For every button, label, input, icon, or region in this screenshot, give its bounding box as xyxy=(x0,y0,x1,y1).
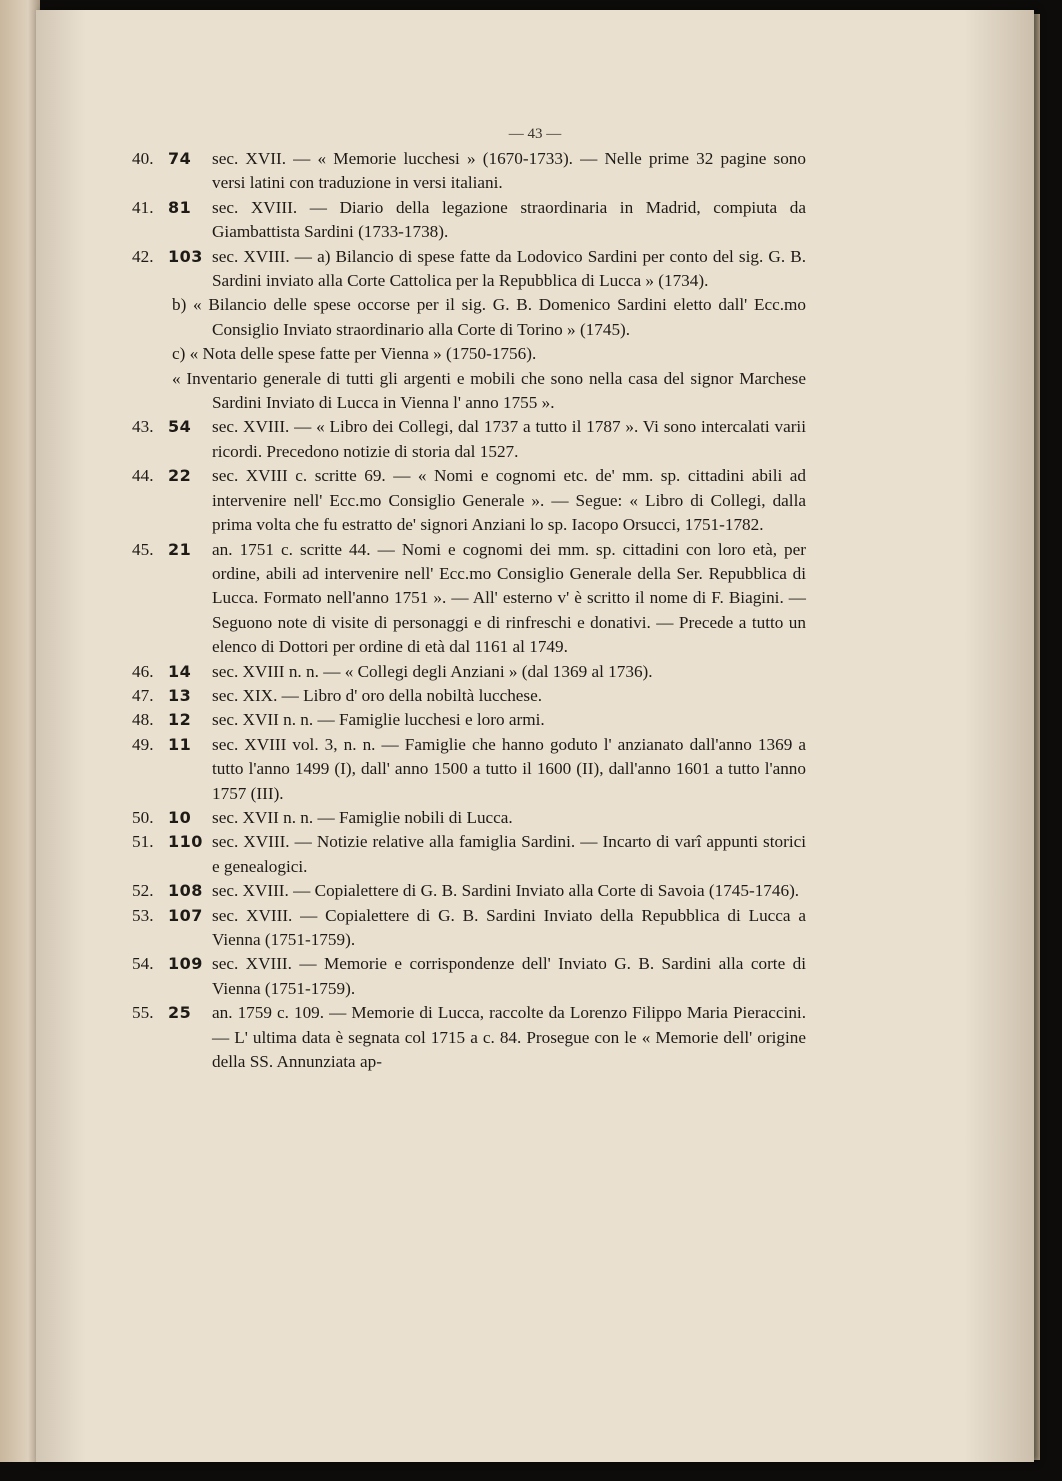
entry-text: sec. XVII n. n. — Famiglie nobili di Lucca. xyxy=(212,807,513,827)
entry-code: 110 xyxy=(168,832,203,852)
entry-51 xyxy=(132,830,806,879)
entry-47 xyxy=(132,684,806,708)
entry-53 xyxy=(132,904,806,953)
entry-43 xyxy=(132,415,806,464)
entry-text: an. 1751 c. scritte 44. — Nomi e cognomi dei mm. sp. cittadini con loro età, per ordine, abili ad intervenire nell' Ecc.mo Consiglio Generale della Ser. Repubblica di Lucca. Formato nell'anno 1751 ». — All' esterno v' è scritto il nome di F. Biagini. — Seguono note di visite di personaggi e di rinfreschi e donativi. — Precede a tutto un elenco di Dottori per ordine di età dal 1161 al 1749. xyxy=(212,539,806,657)
entry-number: 45. xyxy=(132,539,154,559)
entry-text: sec. XVIII. — Copialettere di G. B. Sardini Inviato alla Corte di Savoia (1745-1746). xyxy=(212,881,800,901)
entry-code: 107 xyxy=(168,905,203,925)
entry-code: 54 xyxy=(168,417,192,437)
entry-text: an. 1759 c. 109. — Memorie di Lucca, raccolte da Lorenzo Filippo Maria Pieraccini. — L' ultima data è segnata col 1715 a c. 84. Prosegue con le « Memorie dell' origine della SS. Annunziata ap- xyxy=(212,1003,806,1072)
entry-42-c: c) « Nota delle spese fatte per Vienna » (1750-1756). xyxy=(172,344,537,364)
entry-code: 109 xyxy=(168,954,203,974)
entry-number: 50. xyxy=(132,807,154,827)
catalog-entries xyxy=(132,147,806,1074)
entry-number: 43. xyxy=(132,417,154,437)
entry-number: 44. xyxy=(132,466,154,486)
entry-42 xyxy=(132,245,806,294)
entry-50 xyxy=(132,806,806,830)
entry-41 xyxy=(132,196,806,245)
entry-text: sec. XVII n. n. — Famiglie lucchesi e loro armi. xyxy=(212,710,545,730)
entry-42-b: b) « Bilancio delle spese occorse per il sig. G. B. Domenico Sardini eletto dall' Ecc.mo Consiglio Inviato straordinario alla Corte di Torino » (1745). xyxy=(172,295,806,339)
entry-number: 51. xyxy=(132,832,154,852)
entry-text: sec. XVIII. — Diario della legazione straordinaria in Madrid, compiuta da Giambattista Sardini (1733-1738). xyxy=(212,197,806,242)
entry-code: 12 xyxy=(168,710,192,730)
entry-number: 42. xyxy=(132,246,154,266)
entry-code: 13 xyxy=(168,685,192,705)
entry-code: 103 xyxy=(168,246,203,266)
facing-page-edge xyxy=(0,0,40,1462)
entry-text: sec. XVIII. — Memorie e corrispondenze dell' Inviato G. B. Sardini alla corte di Vienna (1751-1759). xyxy=(212,954,806,998)
entry-46 xyxy=(132,660,806,684)
entry-code: 21 xyxy=(168,539,192,559)
page-number: — 43 — xyxy=(508,126,562,142)
entry-text: sec. XVIII n. n. — « Collegi degli Anziani » (dal 1369 al 1736). xyxy=(212,661,653,681)
entry-text: sec. XVIII. — a) Bilancio di spese fatte da Lodovico Sardini per conto del sig. G. B. Sardini inviato alla Corte Cattolica per la Repubblica di Lucca » (1734). xyxy=(212,246,806,291)
entry-44 xyxy=(132,464,806,537)
entry-42-inventory: « Inventario generale di tutti gli argenti e mobili che sono nella casa del signor Marchese Sardini Inviato di Lucca in Vienna l' anno 1755 ». xyxy=(172,368,806,413)
entry-number: 41. xyxy=(132,197,154,217)
entry-number: 48. xyxy=(132,710,154,730)
entry-52 xyxy=(132,879,806,903)
entry-number: 47. xyxy=(132,685,154,705)
entry-text: sec. XVIII vol. 3, n. n. — Famiglie che hanno goduto l' anzianato dall'anno 1369 a tutto l'anno 1499 (I), dall' anno 1500 a tutto il 1600 (II), dall'anno 1601 a tutto l'anno 1757 (III). xyxy=(212,734,806,803)
entry-number: 54. xyxy=(132,954,154,974)
entry-text: sec. XVII. — « Memorie lucchesi » (1670-1733). — Nelle prime 32 pagine sono versi latini con traduzione in versi italiani. xyxy=(212,149,806,193)
entry-code: 74 xyxy=(168,149,192,168)
entry-code: 81 xyxy=(168,197,192,217)
entry-48 xyxy=(132,708,806,732)
entry-55 xyxy=(132,1001,806,1074)
entry-number: 55. xyxy=(132,1003,154,1023)
entry-text: sec. XVIII. — « Libro dei Collegi, dal 1737 a tutto il 1787 ». Vi sono intercalati varii ricordi. Precedono notizie di storia dal 1527. xyxy=(212,417,806,461)
entry-40 xyxy=(132,147,806,196)
entry-text: sec. XVIII c. scritte 69. — « Nomi e cognomi etc. de' mm. sp. cittadini abili ad intervenire nell' Ecc.mo Consiglio Generale ». — Segue: « Libro di Collegi, dalla prima volta che fu estratto de' signori Anziani lo sp. Iacopo Orsucci, 1751-1782. xyxy=(212,466,806,535)
entry-code: 14 xyxy=(168,661,192,681)
entry-code: 22 xyxy=(168,466,192,486)
entry-text: sec. XVIII. — Copialettere di G. B. Sardini Inviato della Repubblica di Lucca a Vienna (1751-1759). xyxy=(212,905,806,949)
entry-number: 40. xyxy=(132,149,154,168)
entry-number: 49. xyxy=(132,734,154,754)
entry-code: 108 xyxy=(168,881,203,901)
entry-code: 25 xyxy=(168,1003,192,1023)
entry-number: 53. xyxy=(132,905,154,925)
entry-text: sec. XVIII. — Notizie relative alla famiglia Sardini. — Incarto di varî appunti storici e genealogici. xyxy=(212,832,806,876)
entry-54 xyxy=(132,952,806,1001)
entry-49 xyxy=(132,733,806,806)
entry-number: 52. xyxy=(132,881,154,901)
entry-45 xyxy=(132,538,806,660)
entry-text: sec. XIX. — Libro d' oro della nobiltà lucchese. xyxy=(212,685,543,705)
entry-number: 46. xyxy=(132,661,154,681)
entry-code: 11 xyxy=(168,734,192,754)
entry-code: 10 xyxy=(168,807,192,827)
